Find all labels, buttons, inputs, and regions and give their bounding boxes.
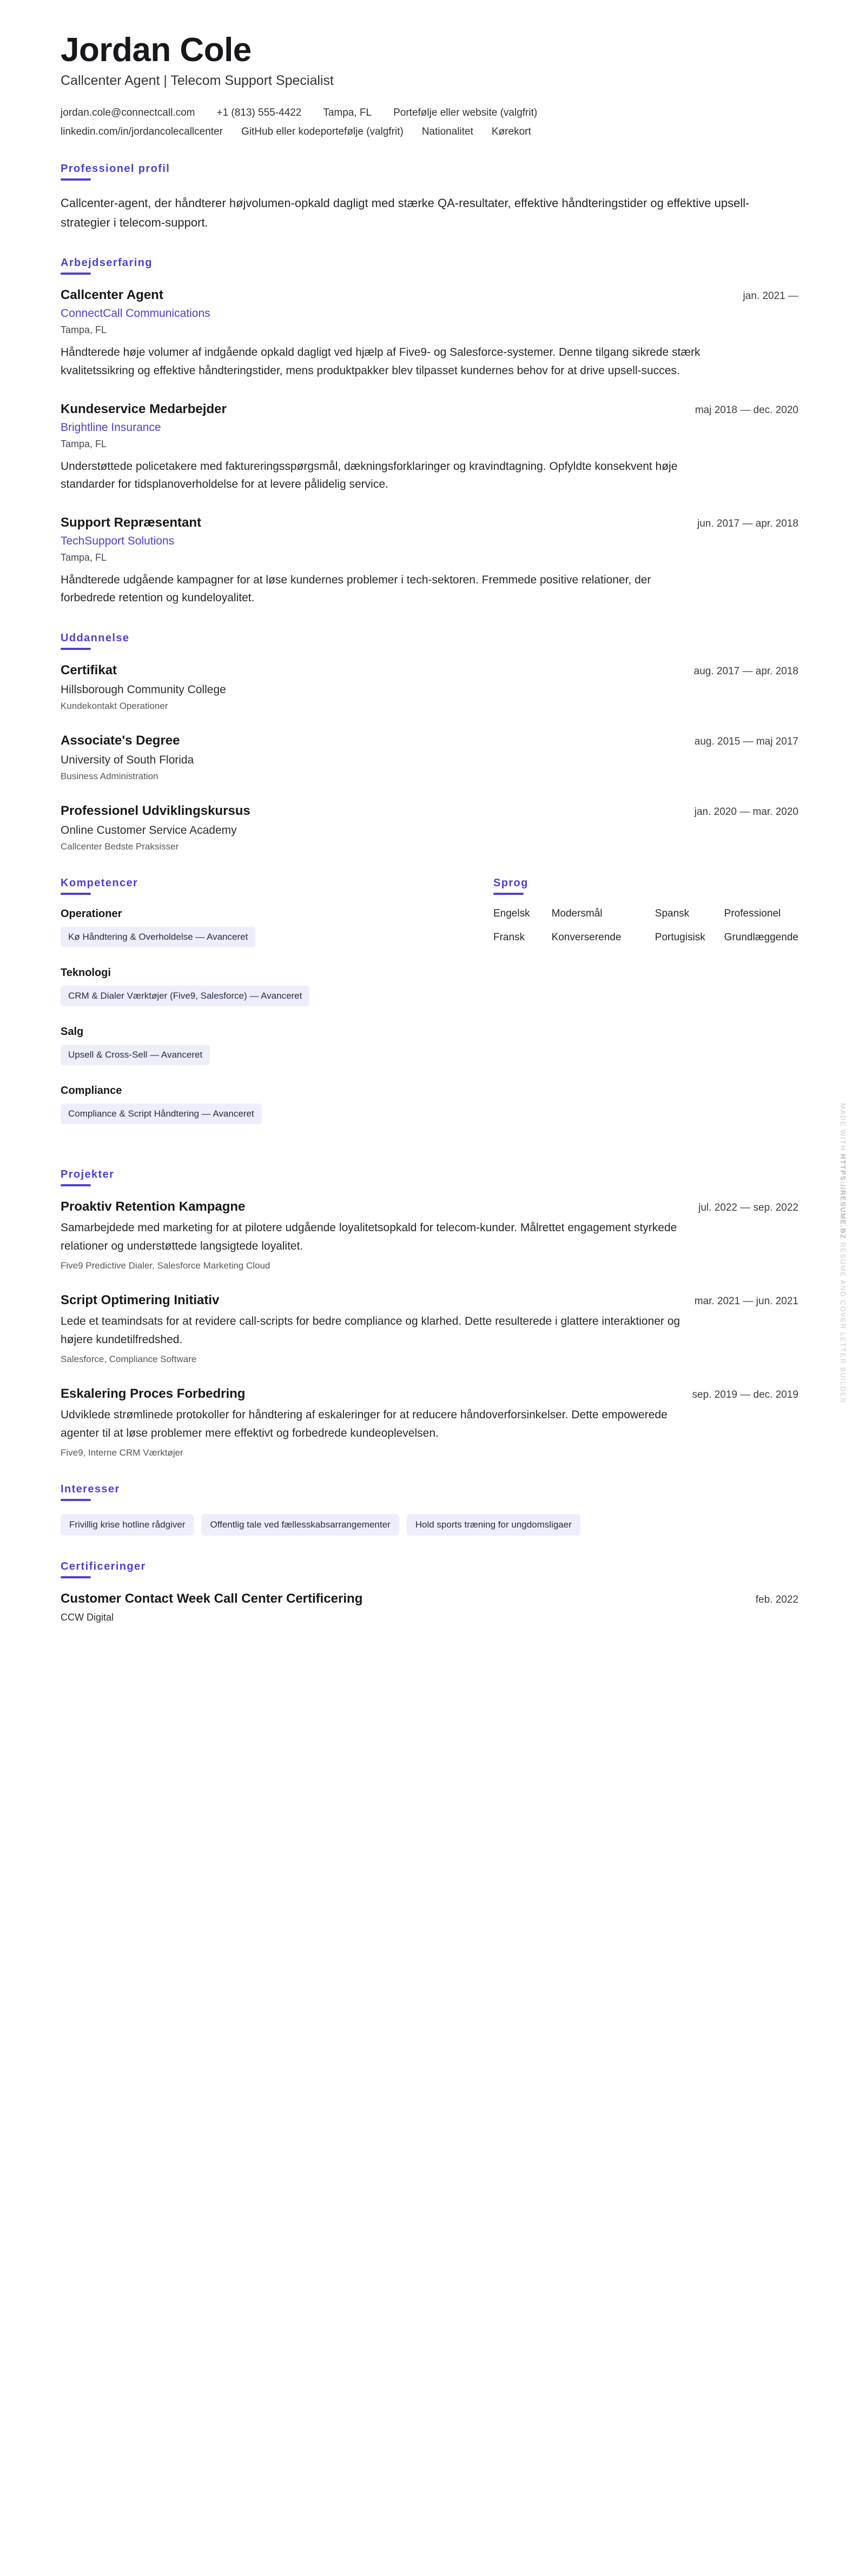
interest-chip: Offentlig tale ved fællesskabsarrangementer [201,1514,399,1536]
resume-header [61,32,798,138]
watermark-site[interactable]: HTTPS://RESUME.BZ [839,1154,847,1239]
section-experience [61,257,798,607]
section-rule [61,1499,91,1501]
section-rule [61,178,91,181]
language-name: Fransk [493,931,525,943]
job-company[interactable]: Brightline Insurance [61,421,161,434]
language-name: Spansk [655,907,690,919]
skill-chip: Upsell & Cross-Sell — Avanceret [61,1045,210,1065]
entry-head [61,402,798,417]
language-level: Professionel [724,907,781,919]
section-profile [61,163,798,232]
education-date: jan. 2020 — mar. 2020 [694,806,798,818]
language-name: Portugisisk [655,931,705,943]
candidate-headline: Callcenter Agent | Telecom Support Specialist [61,73,334,89]
project-tools: Salesforce, Compliance Software [61,1354,197,1365]
section-rule [61,893,91,895]
job-location: Tampa, FL [61,438,107,449]
section-certifications [61,1561,798,1623]
education-date: aug. 2017 — apr. 2018 [693,665,798,677]
contact-row-2 [61,126,798,138]
watermark-made-with: MADE WITH [839,1103,847,1151]
section-projects [61,1169,798,1459]
project-description: Udviklede strømlinede protokoller for håndtering af eskaleringer for at reducere håndoverforsinkelser. Dette empowerede agenter til at løse problemer mere effektivt og forbedrede kundeoplevelsen. [61,1409,668,1439]
section-title-projects: Projekter [61,1168,115,1180]
section-skills [61,877,461,1144]
education-field: Business Administration [61,771,158,781]
certification-date: feb. 2022 [755,1594,798,1606]
skill-group-name: Compliance [61,1084,122,1097]
job-title: Kundeservice Medarbejder [61,401,227,416]
project-name: Eskalering Proces Forbedring [61,1386,246,1402]
skill-chip: Kø Håndtering & Overholdelse — Avanceret [61,927,255,947]
entry-head [61,804,798,819]
section-education [61,632,798,852]
project-tools: Five9 Predictive Dialer, Salesforce Marketing Cloud [61,1260,270,1271]
education-degree: Associate's Degree [61,733,180,748]
contact-location: Tampa, FL [323,107,372,119]
candidate-name: Jordan Cole [61,31,252,69]
job-title: Support Repræsentant [61,515,202,530]
entry-head [61,733,798,748]
section-rule [493,893,524,895]
section-languages [493,877,798,955]
language-name: Engelsk [493,907,530,919]
job-description: Håndterede høje volumer af indgående opkald dagligt ved hjælp af Five9- og Salesforce-systemer. Denne tilgang sikrede stærk kvalitetssikring og effektive håndteringstider, mens produktpakker blev tilpasset kundernes behov for at drive upsell-succes. [61,346,701,377]
contact-phone[interactable]: +1 (813) 555-4422 [216,107,302,119]
language-level: Grundlæggende [724,931,798,943]
section-title-interests: Interesser [61,1483,120,1496]
project-entry [61,1293,798,1365]
project-name: Script Optimering Initiativ [61,1293,220,1308]
job-date: jan. 2021 — [743,290,798,302]
job-company[interactable]: ConnectCall Communications [61,307,210,320]
interest-chip: Frivillig krise hotline rådgiver [61,1514,194,1536]
contact-driving-license: Kørekort [491,126,531,138]
project-description: Lede et teamindsats for at revidere call-scripts for bedre compliance og klarhed. Dette resulterede i glattere interaktioner og højere kundetilfredshed. [61,1315,680,1346]
education-degree: Professionel Udviklingskursus [61,803,250,818]
experience-entry [61,515,798,607]
interests-list [61,1514,798,1536]
skill-chip: CRM & Dialer Værktøjer (Five9, Salesforce) — Avanceret [61,986,309,1006]
education-entry [61,733,798,782]
language-row [493,932,798,955]
interest-chip: Hold sports træning for ungdomsligaer [407,1514,580,1536]
job-description: Håndterede udgående kampagner for at løse kundernes problemer i tech-sektoren. Fremmede positive relationer, der forbedrede retention og kundeloyalitet. [61,573,651,605]
job-location: Tampa, FL [61,324,107,336]
project-date: sep. 2019 — dec. 2019 [692,1389,798,1401]
section-title-skills: Kompetencer [61,877,138,889]
section-skills-languages [61,877,798,1144]
contact-github[interactable]: GitHub eller kodeportefølje (valgfrit) [241,126,404,138]
job-company[interactable]: TechSupport Solutions [61,534,175,547]
project-entry [61,1199,798,1271]
certification-name: Customer Contact Week Call Center Certificering [61,1591,363,1606]
profile-text: Callcenter-agent, der håndterer højvolumen-opkald dagligt med stærke QA-resultater, effektive håndteringstider og effektive upsell-strategier i telecom-support. [61,196,750,229]
languages-table [493,908,798,955]
job-date: jun. 2017 — apr. 2018 [697,517,798,529]
project-entry [61,1386,798,1458]
project-name: Proaktiv Retention Kampagne [61,1199,246,1214]
certification-issuer: CCW Digital [61,1612,114,1623]
language-row [493,908,798,932]
language-level: Modersmål [551,907,603,919]
entry-head [61,515,798,530]
education-entry [61,804,798,852]
section-title-languages: Sprog [493,877,528,889]
builder-watermark [839,1103,847,1404]
education-field: Callcenter Bedste Praksisser [61,841,179,852]
section-title-education: Uddannelse [61,632,130,644]
entry-head [61,1386,798,1402]
education-date: aug. 2015 — maj 2017 [694,735,798,747]
project-date: mar. 2021 — jun. 2021 [694,1296,798,1307]
job-description: Understøttede policetakere med faktureringsspørgsmål, dækningsforklaringer og kravindtagning. Opfyldte konsekvent høje standarder for tidsplanoverholdelse for at levere pålidelig service. [61,460,678,491]
job-location: Tampa, FL [61,552,107,563]
education-entry [61,663,798,712]
section-rule [61,1576,91,1578]
language-level: Konverserende [551,931,622,943]
skill-chip: Compliance & Script Håndtering — Avanceret [61,1104,262,1124]
entry-head [61,1591,798,1606]
entry-head [61,288,798,303]
skill-group [61,1026,461,1071]
education-field: Kundekontakt Operationer [61,700,168,711]
skill-group [61,1085,461,1130]
education-school: Hillsborough Community College [61,683,226,696]
skill-group [61,967,461,1012]
section-title-profile: Professionel profil [61,163,170,175]
section-rule [61,1184,91,1186]
contact-info [61,107,798,138]
contact-website[interactable]: Portefølje eller website (valgfrit) [393,107,538,119]
project-date: jul. 2022 — sep. 2022 [698,1201,798,1213]
education-school: Online Customer Service Academy [61,824,237,836]
contact-linkedin[interactable]: linkedin.com/in/jordancolecallcenter [61,126,223,138]
section-rule [61,648,91,650]
entry-head [61,1199,798,1214]
section-rule [61,273,91,275]
contact-nationality: Nationalitet [421,126,473,138]
experience-entry [61,402,798,494]
skill-group [61,908,461,953]
contact-row-1 [61,107,798,119]
education-degree: Certifikat [61,662,117,678]
watermark-tagline: RESUME AND COVER LETTER BUILDER [839,1242,847,1404]
section-title-certifications: Certificeringer [61,1561,146,1573]
contact-email[interactable]: jordan.cole@connectcall.com [61,107,195,119]
job-title: Callcenter Agent [61,288,163,303]
project-tools: Five9, Interne CRM Værktøjer [61,1448,183,1458]
education-school: University of South Florida [61,753,194,766]
experience-entry [61,288,798,380]
section-title-experience: Arbejdserfaring [61,257,153,269]
section-interests [61,1483,798,1536]
certification-entry [61,1591,798,1623]
entry-head [61,663,798,678]
project-description: Samarbejdede med marketing for at pilotere udgående loyalitetsopkald for telecom-kunder. Målrettet engagement styrkede relationer og understøttede langsigtede loyalitet. [61,1221,677,1252]
skill-group-name: Teknologi [61,966,111,979]
skill-group-name: Operationer [61,907,122,920]
entry-head [61,1293,798,1308]
skill-group-name: Salg [61,1025,84,1038]
job-date: maj 2018 — dec. 2020 [695,404,798,416]
